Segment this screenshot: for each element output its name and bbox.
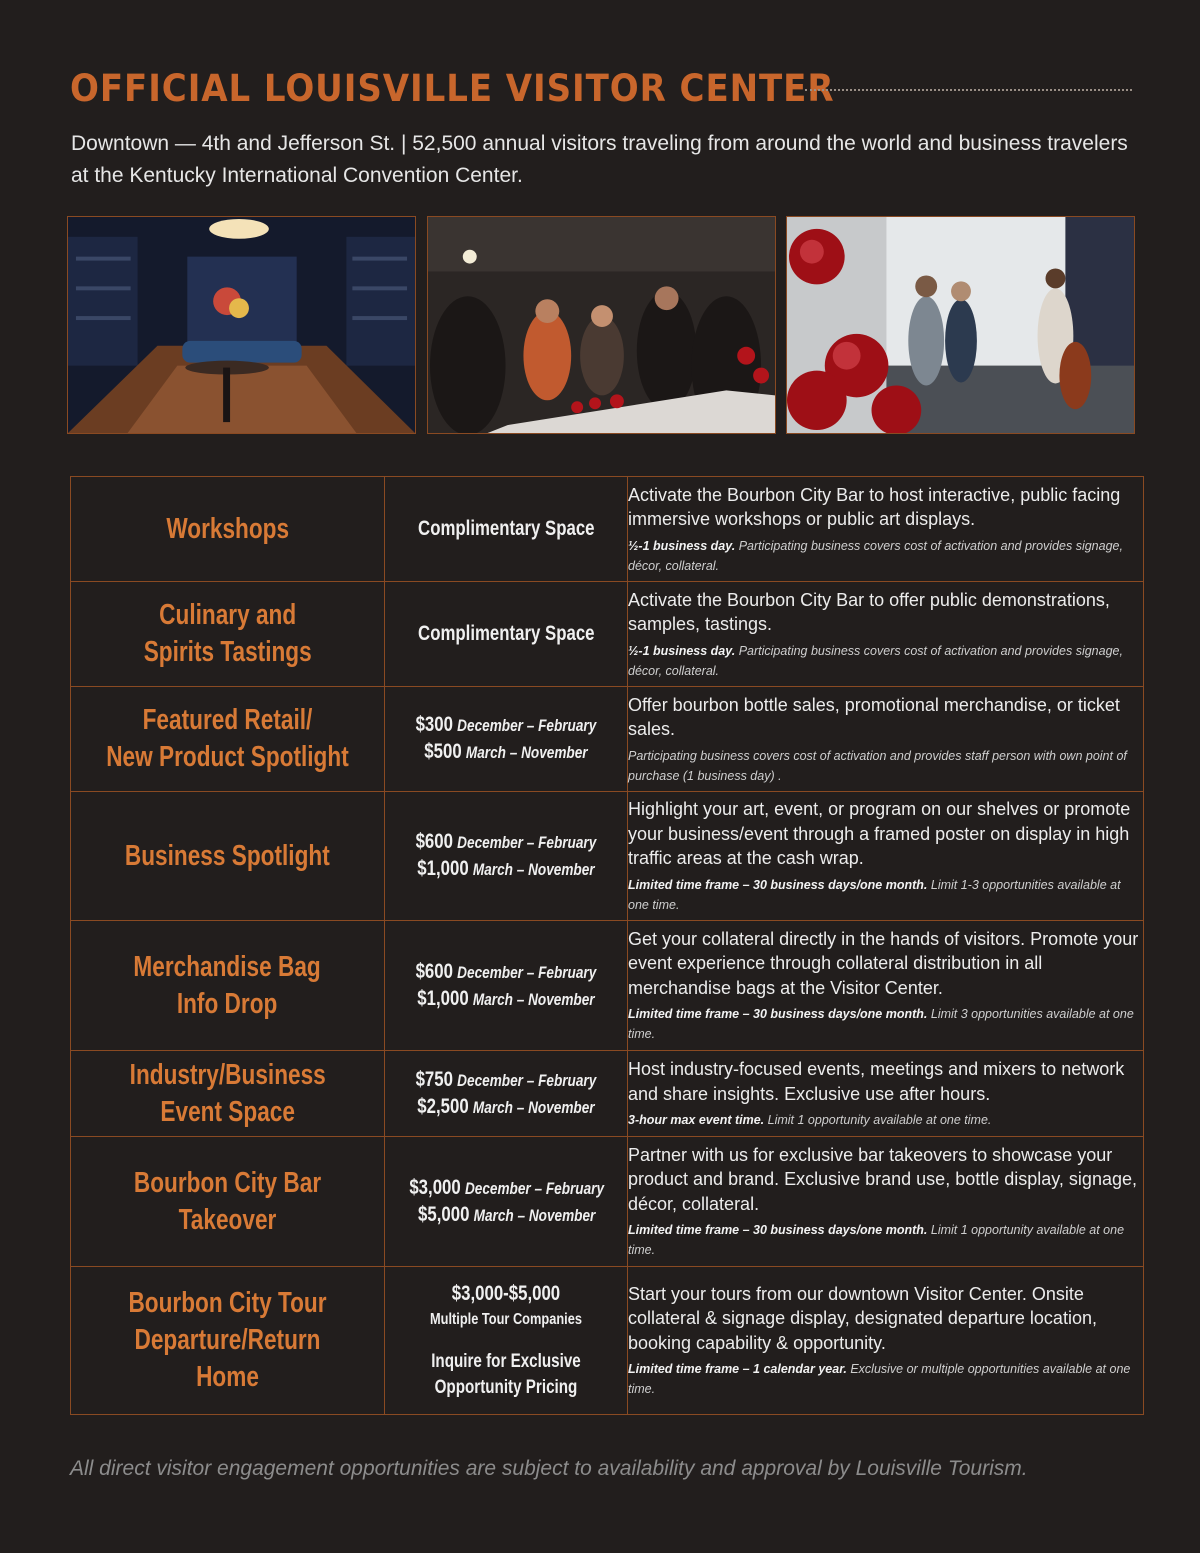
photo-tasting-crowd	[427, 216, 776, 434]
row-title: Culinary and Spirits Tastings	[143, 599, 312, 668]
title-row	[70, 66, 1132, 110]
row-note: Participating business covers cost of activation and provides staff person with own point of purchase (1 business day) .	[628, 748, 1127, 783]
price-line: $1,000 March – November	[417, 857, 595, 880]
row-note: Limited time frame – 30 business days/one month. Limit 1 opportunity available at one time.	[628, 1223, 1125, 1258]
inquire-line: Inquire for Exclusive	[431, 1350, 581, 1372]
row-note: ½-1 business day. Participating business covers cost of activation and provides signage, décor, collateral.	[628, 643, 1123, 678]
table-row	[71, 921, 1144, 1051]
row-description: Partner with us for exclusive bar takeovers to showcase your product and brand. Exclusive brand use, bottle display, signage, décor, collateral.	[628, 1144, 1137, 1214]
row-title: Bourbon City Bar Takeover	[133, 1166, 322, 1236]
row-title: Industry/Business Event Space	[129, 1058, 326, 1128]
price-line: $2,500 March – November	[417, 1094, 595, 1118]
price-line: $3,000 December – February	[409, 1175, 605, 1199]
opportunities-table	[70, 476, 1144, 1415]
row-description: Start your tours from our downtown Visitor Center. Onsite collateral & signage display, designated departure location, booking capability & opportunity.	[628, 1283, 1097, 1353]
row-note: Limited time frame – 30 business days/one month. Limit 3 opportunities available at one time.	[628, 1007, 1134, 1042]
table-row	[71, 1137, 1144, 1267]
price-line: $5,000 March – November	[418, 1202, 596, 1226]
photo-retail-interior	[67, 216, 416, 434]
row-title: Business Spotlight	[125, 839, 330, 872]
price-line: $600 December – February	[415, 830, 597, 853]
row-title: Workshops	[166, 512, 289, 545]
price-label: Complimentary Space	[417, 621, 595, 645]
page-title: OFFICIAL LOUISVILLE VISITOR CENTER	[70, 66, 835, 110]
table-row	[71, 582, 1144, 687]
footer-disclaimer: All direct visitor engagement opportunities are subject to availability and approval by Louisville Tourism.	[70, 1457, 1028, 1480]
price-line: $750 December – February	[415, 1067, 597, 1091]
title-dotted-leader	[805, 89, 1132, 91]
row-description: Host industry-focused events, meetings and mixers to network and share insights. Exclusive use after hours.	[628, 1059, 1125, 1104]
row-description: Get your collateral directly in the hands of visitors. Promote your event experience through collateral distribution in all merchandise bags at the Visitor Center.	[628, 928, 1139, 998]
row-description: Activate the Bourbon City Bar to offer public demonstrations, samples, tastings.	[628, 589, 1110, 634]
row-title: Bourbon City Tour Departure/Return Home	[128, 1287, 327, 1393]
price-line: $1,000 March – November	[417, 986, 595, 1010]
photo-live-music	[786, 216, 1135, 434]
table-row	[71, 687, 1144, 792]
row-note: ½-1 business day. Participating business covers cost of activation and provides signage, décor, collateral.	[628, 538, 1123, 573]
row-note: Limited time frame – 30 business days/one month. Limit 1-3 opportunities available at one time.	[628, 877, 1121, 912]
row-title: Featured Retail/ New Product Spotlight	[106, 704, 349, 773]
price-label: $3,000-$5,000	[451, 1281, 561, 1305]
row-title: Merchandise Bag Info Drop	[133, 950, 322, 1020]
row-note: 3-hour max event time. Limit 1 opportunity available at one time.	[628, 1113, 992, 1127]
row-description: Offer bourbon bottle sales, promotional merchandise, or ticket sales.	[628, 694, 1120, 739]
table-row	[71, 1267, 1144, 1415]
price-line: $600 December – February	[415, 959, 597, 983]
row-description: Highlight your art, event, or program on our shelves or promote your business/event through a framed poster on display in high traffic areas at the cash wrap.	[628, 799, 1131, 869]
price-label: Complimentary Space	[417, 516, 595, 540]
price-sub-label: Multiple Tour Companies	[430, 1310, 582, 1328]
price-line: $300 December – February	[415, 713, 597, 736]
price-line: $500 March – November	[424, 740, 588, 763]
row-note: Limited time frame – 1 calendar year. Exclusive or multiple opportunities available at one time.	[628, 1362, 1131, 1397]
table-row	[71, 792, 1144, 921]
table-row	[71, 1051, 1144, 1137]
table-row	[71, 477, 1144, 582]
inquire-line: Opportunity Pricing	[434, 1376, 578, 1398]
intro-text: Downtown — 4th and Jefferson St. | 52,500 annual visitors traveling from around the world and business travelers at the Kentucky International Convention Center.	[71, 132, 1128, 187]
row-description: Activate the Bourbon City Bar to host interactive, public facing immersive workshops or public art displays.	[628, 484, 1121, 529]
